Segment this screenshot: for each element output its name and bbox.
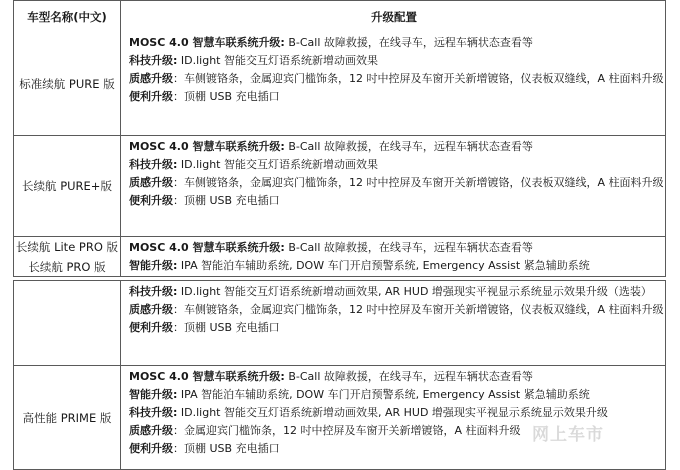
upgrade-category-label: 便利升级 bbox=[129, 194, 173, 207]
upgrade-category-label: 便利升级 bbox=[129, 90, 173, 103]
table-row bbox=[14, 236, 665, 276]
upgrade-category-label: 质感升级 bbox=[129, 303, 173, 316]
model-name-cell bbox=[14, 281, 121, 365]
upgrade-category-label: 便利升级 bbox=[129, 321, 173, 334]
upgrade-line bbox=[129, 70, 664, 88]
upgrade-category-label: 科技升级: bbox=[129, 54, 178, 67]
model-name: 标准续航 PURE 版 bbox=[19, 76, 115, 91]
upgrade-category-label: 便利升级 bbox=[129, 442, 173, 455]
upgrade-category-label: 科技升级: bbox=[129, 158, 178, 171]
upgrade-category-label: MOSC 4.0 智慧车联系统升级: bbox=[129, 370, 285, 383]
spec-table-top bbox=[13, 0, 666, 277]
upgrade-line bbox=[129, 239, 659, 257]
upgrade-line bbox=[129, 88, 664, 106]
upgrade-detail-text: B-Call 故障救援，在线寻车，远程车辆状态查看等 bbox=[284, 140, 533, 153]
upgrade-detail-text: B-Call 故障救援，在线寻车，远程车辆状态查看等 bbox=[284, 241, 533, 254]
upgrade-detail-text: ：顶棚 USB 充电插口 bbox=[173, 194, 280, 207]
upgrade-detail-text: ID.light 智能交互灯语系统新增动画效果 bbox=[177, 54, 378, 67]
upgrade-config-cell bbox=[121, 366, 665, 469]
header-upgrade-config: 升级配置 bbox=[371, 10, 417, 24]
model-name-cell bbox=[14, 237, 121, 276]
upgrade-line bbox=[129, 368, 659, 386]
upgrade-line bbox=[129, 174, 664, 192]
upgrade-detail-text: B-Call 故障救援，在线寻车，远程车辆状态查看等 bbox=[284, 370, 533, 383]
upgrade-line bbox=[129, 34, 664, 52]
upgrade-detail-text: ID.light 智能交互灯语系统新增动画效果 bbox=[177, 158, 378, 171]
upgrade-detail-text: ：金属迎宾门槛饰条，12 吋中控屏及车窗开关新增镀铬，A 柱面料升级 bbox=[173, 424, 521, 437]
upgrade-detail-text: ：车侧镀铬条，金属迎宾门槛饰条，12 吋中控屏及车窗开关新增镀铬，仪表板双缝线，A 柱面料升级 bbox=[173, 72, 664, 85]
upgrade-line bbox=[129, 319, 664, 337]
upgrade-category-label: 质感升级 bbox=[129, 424, 173, 437]
upgrade-config-cell bbox=[121, 281, 670, 365]
upgrade-category-label: MOSC 4.0 智慧车联系统升级: bbox=[129, 36, 285, 49]
upgrade-detail-text: ：顶棚 USB 充电插口 bbox=[173, 90, 280, 103]
upgrade-detail-text: IPA 智能泊车辅助系统, DOW 车门开启预警系统, Emergency Assist 紧急辅助系统 bbox=[177, 259, 590, 272]
upgrade-line bbox=[129, 138, 664, 156]
upgrade-category-label: 科技升级: bbox=[129, 285, 178, 298]
upgrade-category-label: 智能升级: bbox=[129, 388, 178, 401]
upgrade-detail-text: ID.light 智能交互灯语系统新增动画效果, AR HUD 增强现实平视显示系统显示效果升级（选装） bbox=[177, 285, 652, 298]
upgrade-line bbox=[129, 301, 664, 319]
upgrade-line bbox=[129, 283, 664, 301]
upgrade-detail-text: B-Call 故障救援，在线寻车，远程车辆状态查看等 bbox=[284, 36, 533, 49]
header-model-name: 车型名称(中文) bbox=[14, 1, 121, 32]
model-name: 长续航 PURE+版 bbox=[22, 179, 112, 193]
model-name-cell bbox=[14, 32, 121, 135]
upgrade-detail-text: ID.light 智能交互灯语系统新增动画效果, AR HUD 增强现实平视显示系统显示效果升级 bbox=[177, 406, 608, 419]
upgrade-detail-text: ：车侧镀铬条，金属迎宾门槛饰条，12 吋中控屏及车窗开关新增镀铬，仪表板双缝线，A 柱面料升级 bbox=[173, 176, 664, 189]
upgrade-line bbox=[129, 192, 664, 210]
upgrade-category-label: 科技升级: bbox=[129, 406, 178, 419]
table-row bbox=[14, 32, 665, 135]
upgrade-category-label: MOSC 4.0 智慧车联系统升级: bbox=[129, 140, 285, 153]
upgrade-line bbox=[129, 386, 659, 404]
watermark: 网上车市 bbox=[532, 425, 604, 445]
upgrade-category-label: 质感升级 bbox=[129, 72, 173, 85]
upgrade-config-cell bbox=[121, 136, 670, 236]
upgrade-config-cell bbox=[121, 237, 665, 276]
model-name-cell bbox=[14, 136, 121, 236]
upgrade-line bbox=[129, 257, 659, 275]
upgrade-line bbox=[129, 156, 664, 174]
table-row bbox=[14, 135, 665, 236]
model-name-cell bbox=[14, 366, 121, 469]
upgrade-detail-text: IPA 智能泊车辅助系统, DOW 车门开启预警系统, Emergency Assist 紧急辅助系统 bbox=[177, 388, 590, 401]
table-row bbox=[14, 281, 665, 365]
table-header-row bbox=[14, 1, 665, 32]
upgrade-category-label: 质感升级 bbox=[129, 176, 173, 189]
model-name: 高性能 PRIME 版 bbox=[22, 410, 112, 425]
upgrade-detail-text: ：顶棚 USB 充电插口 bbox=[173, 442, 280, 455]
upgrade-detail-text: ：顶棚 USB 充电插口 bbox=[173, 321, 280, 334]
upgrade-category-label: 智能升级: bbox=[129, 259, 178, 272]
table-row bbox=[14, 365, 665, 469]
upgrade-config-cell bbox=[121, 32, 670, 135]
model-name: 长续航 PRO 版 bbox=[28, 259, 106, 274]
upgrade-line bbox=[129, 52, 664, 70]
upgrade-detail-text: ：车侧镀铬条，金属迎宾门槛饰条，12 吋中控屏及车窗开关新增镀铬，仪表板双缝线，A 柱面料升级 bbox=[173, 303, 664, 316]
model-name: 长续航 Lite PRO 版 bbox=[15, 239, 119, 254]
upgrade-category-label: MOSC 4.0 智慧车联系统升级: bbox=[129, 241, 285, 254]
